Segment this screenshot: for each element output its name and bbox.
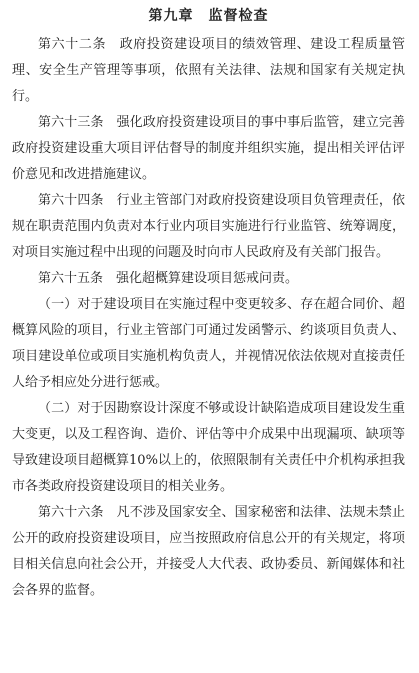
chapter-title: 第九章 监督检查 <box>148 8 269 24</box>
article-63-paragraph: 第六十三条 强化政府投资建设项目的事中事后监管，建立完善政府投资建设重大项目评估督导的制度并组织实施，提出相关评估评价意见和改进措施建议。 <box>12 115 405 182</box>
article-64-paragraph: 第六十四条 行业主管部门对政府投资建设项目负管理责任，依规在职责范围内负责对本行业内项目实施进行行业监管、统筹调度，对项目实施过程中出现的问题及时向市人民政府及有关部门报告。 <box>12 193 405 260</box>
article-65-clause-1: （一）对于建设项目在实施过程中变更较多、存在超合同价、超概算风险的项目，行业主管部门可通过发函警示、约谈项目负责人、项目建设单位或项目实施机构负责人，并视情况依法依规对直接责任人给予相应处分进行惩戒。 <box>12 297 405 390</box>
article-62-paragraph: 第六十二条 政府投资建设项目的绩效管理、建设工程质量管理、安全生产管理等事项，依照有关法律、法规和国家有关规定执行。 <box>12 37 405 104</box>
article-66-paragraph: 第六十六条 凡不涉及国家安全、国家秘密和法律、法规未禁止公开的政府投资建设项目，应当按照政府信息公开的有关规定，将项目相关信息向社会公开，并接受人大代表、政协委员、新闻媒体和社会各界的监督。 <box>12 505 405 598</box>
article-65-paragraph: 第六十五条 强化超概算建设项目惩戒问责。 <box>38 271 299 286</box>
article-65-clause-2: （二）对于因勘察设计深度不够或设计缺陷造成项目建设发生重大变更，以及工程咨询、造价、评估等中介成果中出现漏项、缺项等导致建设项目超概算10%以上的，依照限制有关责任中介机构承担我市各类政府投资建设项目的相关业务。 <box>12 401 405 494</box>
